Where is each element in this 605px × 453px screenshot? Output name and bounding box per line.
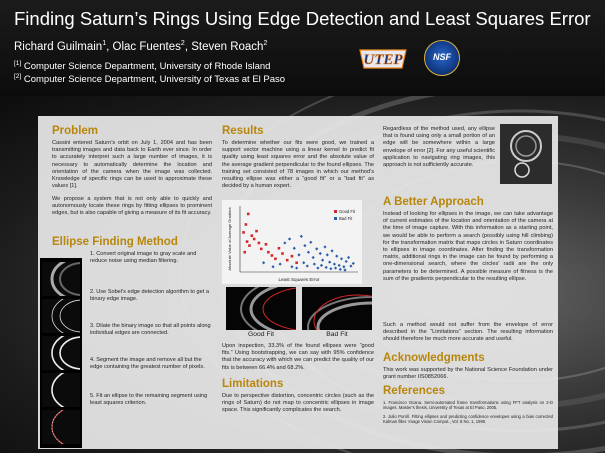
data-point-bad-fit (326, 253, 329, 256)
data-point-good-fit (248, 244, 251, 247)
good-fit-image (226, 287, 296, 330)
limitations-paragraph: Due to perspective distortion, concentric circles (such as the rings of Saturn) do not map to concentric ellipses in image space. This significantly complicates the search. (222, 393, 374, 414)
acknowledgments-text: This work was supported by the National Science Foundation under grant number IIS0852066. (383, 367, 553, 381)
data-point-bad-fit (329, 267, 332, 270)
nsf-logo (424, 40, 460, 76)
data-point-bad-fit (300, 235, 303, 238)
legend-label: Good Fit (339, 209, 356, 214)
method-thumbnail (42, 336, 80, 370)
data-point-bad-fit (319, 252, 322, 255)
data-point-good-fit (281, 252, 284, 255)
data-point-bad-fit (302, 261, 305, 264)
data-point-good-fit (258, 242, 261, 245)
references-heading: References (383, 385, 446, 397)
envelope-paragraph: Regardless of the method used, any ellipse that is found using only a small portion of an edge will be somewhere within a large envelope of error [2]. For any useful scientific application to navigating ring images, this approach is not sufficiently accurate. (383, 126, 495, 169)
x-axis-label: Least Squares Error (278, 277, 320, 282)
data-point-bad-fit (325, 266, 328, 269)
nsf-logo-text: NSF (433, 52, 451, 62)
utep-logo (358, 44, 408, 72)
data-point-bad-fit (306, 264, 309, 267)
author-name: Olac Fuentes (112, 40, 181, 53)
data-point-good-fit (271, 254, 274, 257)
good-fit-caption: Good Fit (247, 331, 275, 338)
data-point-bad-fit (307, 251, 310, 254)
data-point-bad-fit (316, 266, 319, 269)
data-point-good-fit (265, 243, 268, 246)
data-point-bad-fit (297, 253, 300, 256)
method-thumbnail (42, 299, 80, 333)
data-point-bad-fit (315, 247, 318, 250)
bad-fit-caption: Bad Fit (326, 331, 348, 338)
affiliation-2 (14, 73, 285, 85)
method-step-5: 5. Fit an ellipse to the remaining segment using least squares criterion. (90, 393, 208, 407)
legend-swatch (334, 217, 337, 220)
data-point-bad-fit (330, 249, 333, 252)
affiliation-sup: [2] (14, 73, 22, 80)
limitations-heading: Limitations (222, 378, 284, 390)
better-approach-heading: A Better Approach (383, 196, 484, 208)
data-point-good-fit (295, 261, 298, 264)
data-point-bad-fit (303, 244, 306, 247)
data-point-good-fit (267, 251, 270, 254)
results-paragraph-1: To determine whether our fits were good, we trained a support vector machine using a linear kernel to predict fit quality using least squares error and the absolute value of the average gradient perpendicular to the found ellipses. The training set consisted of 78 images in which our method’s resulting ellipse was either a “good fit” or a “bad fit” as decided by a human expert. (222, 140, 374, 190)
data-point-bad-fit (340, 257, 343, 260)
data-point-bad-fit (334, 266, 337, 269)
results-heading: Results (222, 125, 264, 137)
data-point-bad-fit (313, 262, 316, 265)
affiliation-text: Computer Science Department, University of Rhode Island (23, 61, 271, 73)
problem-paragraph-1: Cassini entered Saturn’s orbit on July 1, 2004 and has been transmitting images and data back to Earth ever since. In order to accurately interpret such a large number of images, it is necessary to automatically determine the location and orientation of the camera when the image was collected. Knowledge of specific rings can be used to approximate these values [1]. (52, 140, 212, 190)
data-point-good-fit (291, 255, 294, 258)
data-point-good-fit (253, 238, 256, 241)
legend-label: Bad Fit (339, 216, 353, 221)
affiliation-sup: [1] (14, 60, 22, 67)
method-heading: Ellipse Finding Method (52, 236, 178, 248)
data-point-good-fit (243, 251, 246, 254)
better-approach-paragraph-2: Such a method would not suffer from the envelope of error described in the “Limitations” section. The resulting information should therefore be much more accurate and useful. (383, 322, 553, 343)
bad-fit-image (302, 287, 372, 330)
y-axis-label: Absolute Value of Average Gradient (227, 207, 232, 271)
data-point-bad-fit (262, 261, 265, 264)
data-point-good-fit (245, 223, 248, 226)
data-point-bad-fit (342, 265, 345, 268)
data-point-bad-fit (347, 256, 350, 259)
data-point-bad-fit (290, 265, 293, 268)
data-point-bad-fit (295, 266, 298, 269)
data-point-bad-fit (335, 255, 338, 258)
data-point-bad-fit (338, 264, 341, 267)
method-thumbnail (42, 373, 80, 407)
results-paragraph-2: Upon inspection, 33.3% of the found ellipses were “good fits.” Using bootstrapping, we can say with 95% confidence that the accuracy with which we can predict the quality of our fits is between 66.4% and 68.2%. (222, 343, 374, 371)
reference-item-1: 1. Francisco Ocana. Semi-automated frame transformations using FFT analysis on 2-D images. Master’s thesis, University of Texas at El Paso, 2005. (383, 400, 553, 411)
acknowledgments-heading: Acknowledgments (383, 352, 485, 364)
data-point-good-fit (255, 230, 258, 233)
envelope-of-error-image (500, 124, 552, 184)
poster-title: Finding Saturn’s Rings Using Edge Detection and Least Squares Error (14, 8, 591, 29)
data-point-bad-fit (328, 261, 331, 264)
data-point-bad-fit (323, 245, 326, 248)
data-point-bad-fit (345, 260, 348, 263)
data-point-good-fit (260, 248, 263, 251)
data-point-bad-fit (309, 241, 312, 244)
reference-item-2: 2. Julio Porrill. Fitting ellipses and predicting confidence envelopes using a bias corrected Kalman filter. Image Vision Comput., Vol. 8 No. 1, 1990. (383, 414, 553, 425)
data-point-bad-fit (312, 256, 315, 259)
affiliation-1 (14, 60, 270, 72)
data-point-good-fit (247, 213, 250, 216)
data-point-bad-fit (321, 259, 324, 262)
author-sup: 1 (102, 40, 107, 47)
author-name: Steven Roach (191, 40, 264, 53)
data-point-bad-fit (271, 265, 274, 268)
method-image-strip (40, 258, 82, 448)
author-sup: 2 (263, 40, 268, 47)
author-sup: 2 (180, 40, 185, 47)
method-step-2: 2. Use Sobel’s edge detection algorithm to get a binary edge image. (90, 289, 209, 303)
method-thumbnail (42, 410, 80, 444)
method-thumbnail (42, 262, 80, 296)
scatter-plot-svg (222, 200, 362, 284)
legend-swatch (334, 210, 337, 213)
data-point-good-fit (246, 240, 249, 243)
data-point-bad-fit (293, 247, 296, 250)
data-point-bad-fit (333, 262, 336, 265)
data-point-bad-fit (339, 268, 342, 271)
method-step-1: 1. Convert original image to gray scale and reduce noise using median filtering. (90, 251, 197, 265)
data-point-bad-fit (343, 268, 346, 271)
data-point-good-fit (274, 258, 277, 261)
data-point-good-fit (286, 259, 289, 262)
method-step-3: 3. Dilate the binary image so that all points along individual edges are connected. (90, 323, 211, 337)
data-point-bad-fit (352, 262, 355, 265)
data-point-good-fit (242, 231, 245, 234)
author-list: Richard Guilmain$^1$, Olac Fuentes$^2$, Steven Roach$^2$ (14, 40, 268, 53)
data-point-bad-fit (320, 264, 323, 267)
problem-paragraph-2: We propose a system that is not only able to quickly and autonomously locate these rings by fitting ellipses to prominent edges, but is also capable of giving a measure of its fit accuracy. (52, 196, 212, 217)
utep-logo-text: UTEP (363, 52, 403, 68)
data-point-bad-fit (349, 264, 352, 267)
method-step-4: 4. Segment the image and remove all but the edge containing the greatest number of pixels. (90, 357, 205, 371)
problem-heading: Problem (52, 125, 99, 137)
data-point-good-fit (278, 247, 281, 250)
data-point-bad-fit (279, 262, 282, 265)
poster-header (0, 0, 605, 96)
data-point-bad-fit (288, 237, 291, 240)
author-name: Richard Guilmain (14, 40, 103, 53)
better-approach-paragraph-1: Instead of looking for ellipses in the image, we can take advantage of current estimates of the location and orientation of the camera at the time of image capture. With this information as a starting point, we would be able to perform a search (possibly using hill climbing) for the transformation matrix that maps circles in Saturn coordinates to ellipses in image coordinates. After finding the transformation matrix, additional rings in the image can be found by performing a one-dimensional search, where the circles’ radii are the only parameters to be determined. A possible measure of fitness is the sum of the gradients perpendicular to the resulting ellipse. (383, 211, 553, 282)
data-point-bad-fit (283, 241, 286, 244)
affiliation-text: Computer Science Department, University of Texas at El Paso (23, 74, 286, 86)
scatter-chart (222, 200, 362, 284)
data-point-good-fit (251, 234, 254, 237)
